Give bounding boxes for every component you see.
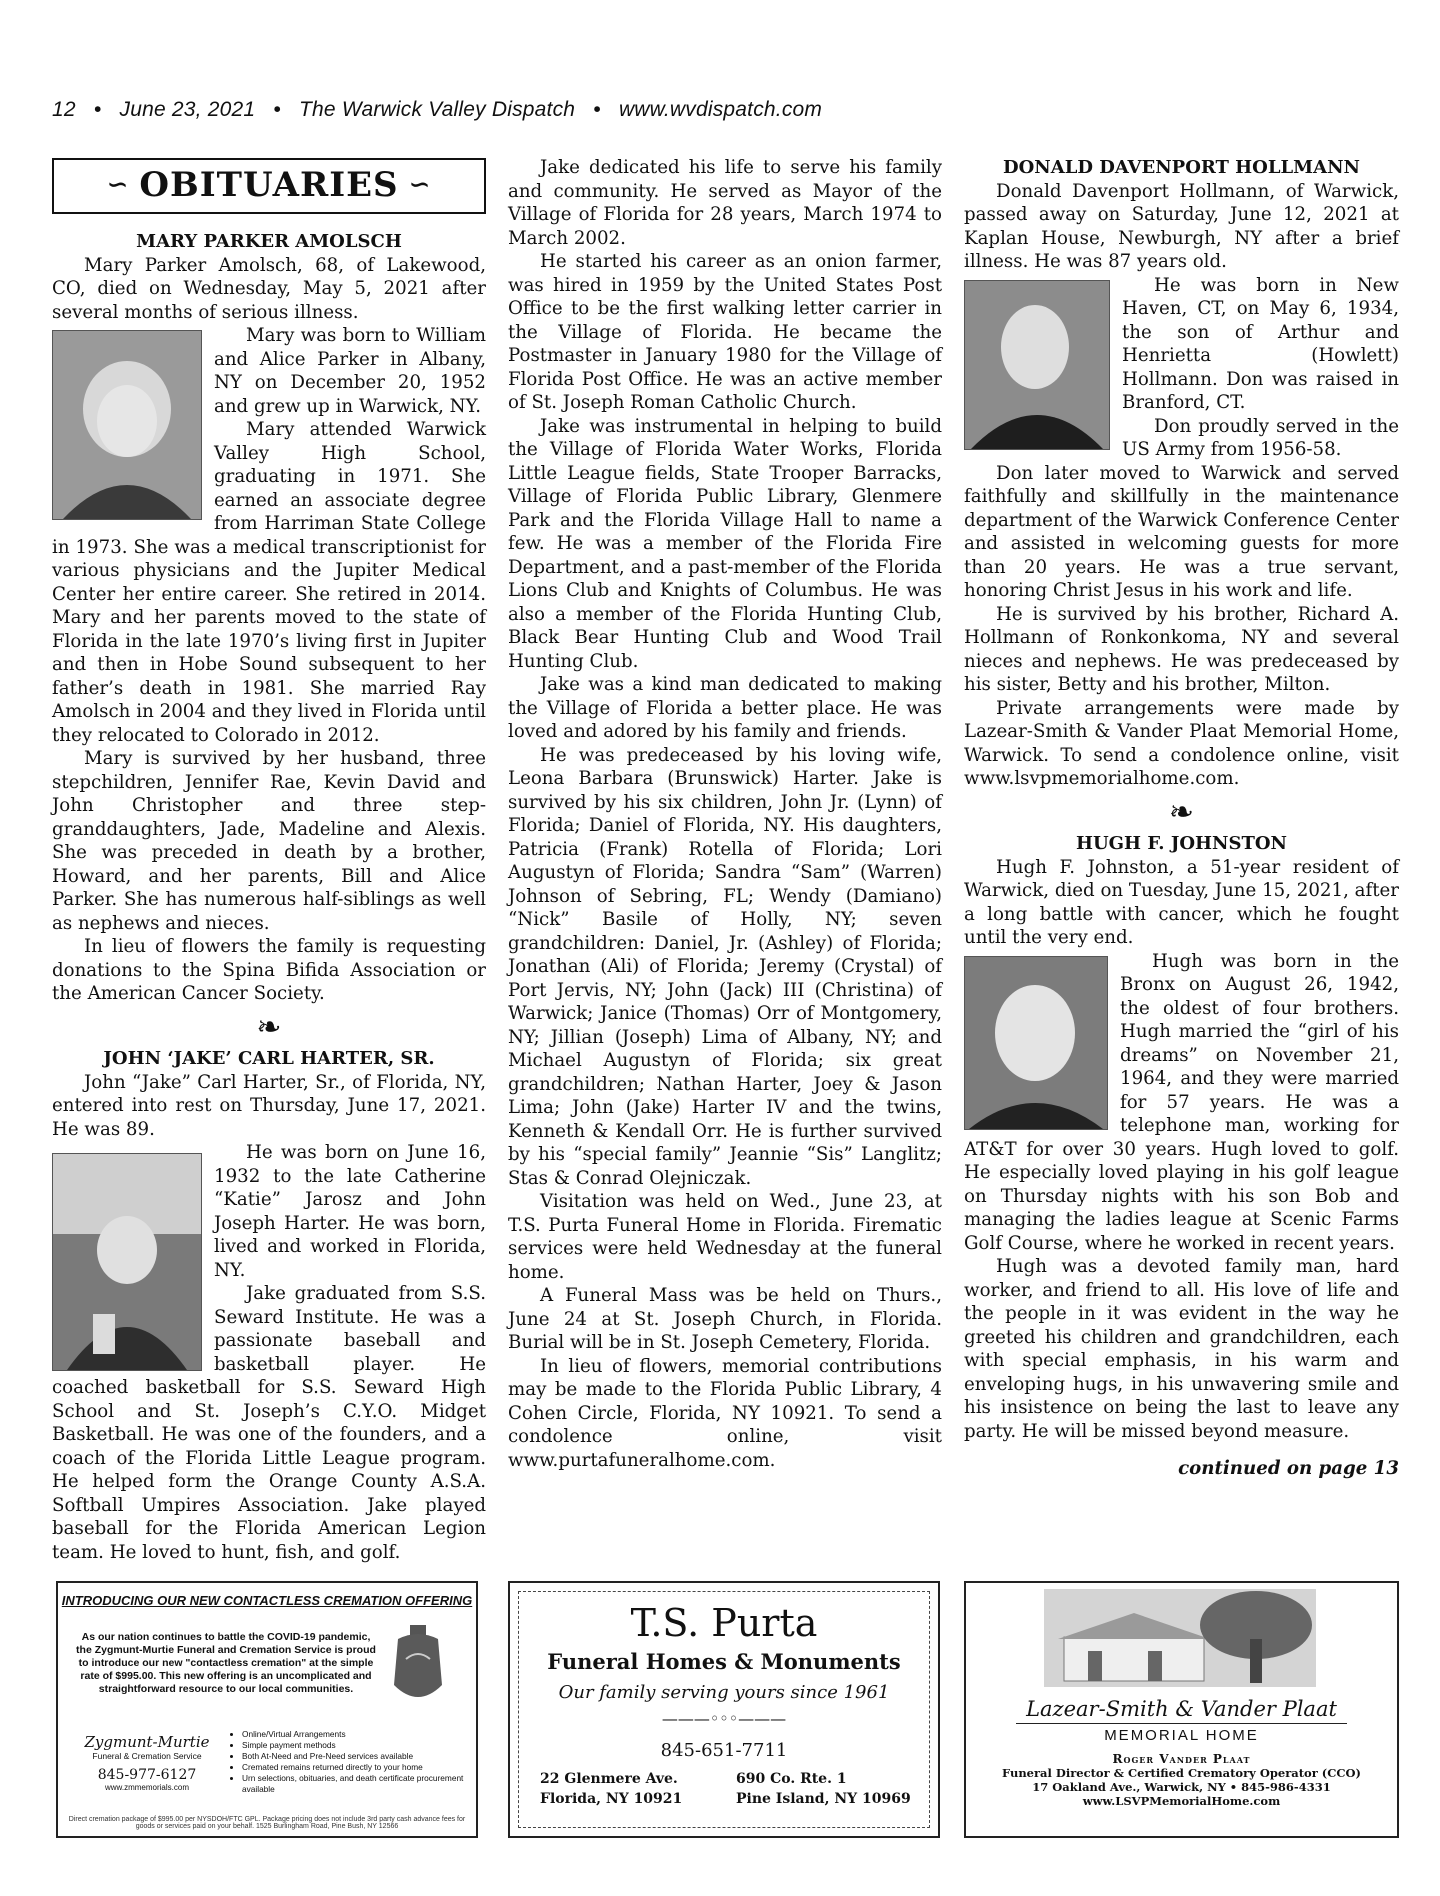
obituary-paragraph: Private arrangements were made by Lazear-Smith & Vander Plaat Memorial Home, Warwick. To send a condolence online, visit www.lsvpmemorialhome.com. <box>964 697 1399 789</box>
portrait-photo <box>52 330 202 520</box>
obituary-name: DONALD DAVENPORT HOLLMANN <box>1003 157 1360 178</box>
memorial-home-photo <box>1044 1589 1316 1687</box>
ornament-divider-icon: ❧ <box>1168 794 1195 830</box>
continued-note: continued on page 13 <box>1178 1458 1399 1479</box>
obituary-paragraph: Don proudly served in the US Army from 1956-58. <box>1122 415 1399 460</box>
obituary-paragraph: Donald Davenport Hollmann, of Warwick, passed away on Saturday, June 12, 2021 at Kaplan House, Newburgh, NY after a brief illness. He was 87 years old. <box>964 180 1399 272</box>
portrait-photo <box>52 1153 202 1371</box>
obituary-paragraph: Hugh was a devoted family man, hard worker, and friend to all. His love of life and the people in it was evident in the way he greeted his children and grandchildren, each with special emphasis, in his warm and enveloping hugs, in his unwavering smile and his insistence on being the last to leave any party. He will be missed beyond measure. <box>964 1256 1399 1442</box>
ornament-icon: ———◦◦◦——— <box>661 1709 787 1728</box>
obituary-paragraph: In lieu of flowers, memorial contributions may be made to the Florida Public Library, 4 Cohen Circle, Florida, NY 10921. To send a condolence online, visit www.purtafuneralhome.com. <box>508 1355 942 1471</box>
obituary-paragraph: Jake graduated from S.S. Seward Institute. He was a passionate baseball and basketball player. He coached basketball for S.S. Seward High School and St. Joseph’s C.Y.O. Midget Basketball. He was one of the founders, and a coach of the Florida Little League program. He helped form the Orange County A.S.A. Softball Umpires Association. Jake played baseball for the Florida American Legion team. He loved to hunt, fish, and golf. <box>52 1283 486 1563</box>
ad-tagline: Our family serving yours since 1961 <box>558 1682 890 1703</box>
urn-icon <box>390 1625 446 1709</box>
brand-subtitle: Funeral & Cremation Service <box>92 1751 202 1761</box>
service-item: • Online/Virtual Arrangements <box>242 1729 472 1740</box>
ad-website[interactable]: www.zmmemorials.com <box>104 1783 189 1792</box>
ad-subtitle: Funeral Homes & Monuments <box>547 1649 901 1674</box>
obituary-paragraph: Mary attended Warwick Valley High School, graduating in 1971. She earned an associate degree from Harriman State College in 1973. She was a medical transcriptionist for various physicians and the Jupiter Medical Center her entire career. She retired in 2014. Mary and her parents moved to the state of Florida in the late 1970’s living first in Jupiter and then in Hobe Sound subsequent to her father’s death in 1981. She married Ray Amolsch in 2004 and they lived in Florida until they relocated to Colorado in 2012. <box>52 419 486 746</box>
zygmunt-murtie-ad[interactable] <box>56 1581 478 1838</box>
service-item: • Urn selections, obituaries, and death certificate procurement available <box>242 1773 472 1795</box>
ad-line: Funeral Director & Certified Crematory Operator (CCO) <box>1002 1766 1361 1780</box>
obituary-paragraph: Mary is survived by her husband, three stepchildren, Jennifer Rae, Kevin David and John Christopher and three step-granddaughters, Jade, Madeline and Alexis. She was preceded in death by a brother, Howard, and her parents, Bill and Alice Parker. She has numerous half-siblings as well as nephews and nieces. <box>52 748 486 934</box>
obituary-name: MARY PARKER AMOLSCH <box>136 231 402 252</box>
address-line: 22 Glenmere Ave. <box>540 1771 678 1787</box>
obituary-paragraph: He was predeceased by his loving wife, Leona Barbara (Brunswick) Harter. Jake is survived by his six children, John Jr. (Lynn) of Florida; Daniel of Florida, NY. His daughters, Patricia (Frank) Rotella of Florida; Lori Augustyn of Florida; Sandra “Sam” (Warren) Johnson of Sebring, FL; Wendy (Damiano) “Nick” Basile of Holly, NY; seven grandchildren: Daniel, Jr. (Ashley) of Florida; Jonathan (Ali) of Florida; Jeremy (Crystal) of Port Jervis, NY; John (Jack) III (Christina) of Warwick; Janice (Thomas) Orr of Montgomery, NY; Jillian (Joseph) Lima of Albany, NY; and Michael Augustyn of Florida; six great grandchildren; Nathan Harter, Joey & Jason Lima; John (Jake) Harter IV and the twins, Kenneth & Kendall Orr. He is further survived by his “special family” Jeannie “Sis” Langlitz; Stas & Conrad Olejniczak. <box>508 744 942 1189</box>
lsvp-ad[interactable] <box>964 1581 1399 1838</box>
obituary-paragraph: Hugh F. Johnston, a 51-year resident of Warwick, died on Tuesday, June 15, 2021, after a long battle with cancer, which he fought until the very end. <box>964 856 1399 948</box>
ornament-icon: ∽ <box>398 170 432 201</box>
obituary-paragraph: John “Jake” Carl Harter, Sr., of Florida, NY, entered into rest on Thursday, June 17, 2021. He was 89. <box>52 1071 486 1140</box>
ad-title: INTRODUCING OUR NEW CONTACTLESS CREMATION OFFERING <box>61 1593 473 1608</box>
obituary-paragraph: Don later moved to Warwick and served faithfully and skillfully in the maintenance department of the Warwick Conference Center and assisted in welcoming guests for more than 20 years. He was a true servant, honoring Christ Jesus in his work and life. <box>964 462 1399 601</box>
obituary-paragraph: Jake was a kind man dedicated to making the Village of Florida a better place. He was loved and adored by his family and friends. <box>508 674 942 742</box>
issue-date: June 23, 2021 <box>119 98 256 121</box>
address-2 <box>736 1769 911 1809</box>
ad-script-brand: Lazear-Smith & Vander Plaat <box>1016 1697 1347 1724</box>
column-1 <box>52 158 486 1564</box>
paper-url[interactable]: www.wvdispatch.com <box>618 98 823 121</box>
address-line: Florida, NY 10921 <box>540 1791 683 1807</box>
obituary-paragraph: He is survived by his brother, Richard A. Hollmann of Ronkonkoma, NY and several nieces and nephews. He was predeceased by his sister, Betty and his brother, Milton. <box>964 603 1399 695</box>
service-list <box>228 1729 472 1795</box>
obituary-paragraph: He started his career as an onion farmer, was hired in 1959 by the United States Post Office to be the first walking letter carrier in the Village of Florida. He became the Postmaster in January 1980 for the Village of Florida Post Office. He was an active member of St. Joseph Roman Catholic Church. <box>508 251 942 413</box>
obituary-name: JOHN ‘JAKE’ CARL HARTER, SR. <box>103 1048 435 1069</box>
ad-fine-print: Direct cremation package of $995.00 per NYSDOH/FTC GPL. Package pricing does not include 3rd party cash advance fees for goods or services paid on your behalf. 1525 Burlingham Road, Pine Bush, NY 12566 <box>68 1816 466 1830</box>
obituary-paragraph: Jake was instrumental in helping to build the Village of Florida Water Works, Florida Little League fields, State Trooper Barracks, Village of Florida Public Library, Glenmere Park and the Florida Village Hall to name a few. He was a member of the Florida Fire Department, and a past-member of the Florida Lions Club and Knights of Columbus. He was also a member of the Florida Hunting Club, Black Bear Hunting Club and Wood Trail Hunting Club. <box>508 415 942 672</box>
obituary-paragraph: Mary Parker Amolsch, 68, of Lakewood, CO, died on Wednesday, May 5, 2021 after several months of serious illness. <box>52 254 486 323</box>
ad-body: As our nation continues to battle the COVID-19 pandemic, the Zygmunt-Murtie Funeral and Cremation Service is proud to introduce our new "contactless cremation" at the simple rate of $995.00. This new offering is an uncomplicated and straightforward resource to our local communities. <box>76 1631 376 1695</box>
brand-name: Zygmunt-Murtie <box>84 1733 210 1751</box>
address-line: 690 Co. Rte. 1 <box>736 1771 847 1787</box>
column-3 <box>964 156 1399 1481</box>
portrait-photo <box>964 956 1108 1130</box>
obituary-paragraph: Jake dedicated his life to serve his family and community. He served as Mayor of the Village of Florida for 28 years, March 1974 to March 2002. <box>508 157 942 249</box>
ad-subtitle: MEMORIAL HOME <box>1104 1727 1259 1744</box>
obituary-name: HUGH F. JOHNSTON <box>1075 833 1288 854</box>
ts-purta-ad[interactable] <box>508 1581 940 1838</box>
ornament-icon: ∽ <box>106 170 140 201</box>
obituary-paragraph: Visitation was held on Wed., June 23, at T.S. Purta Funeral Home in Florida. Firematic services were held Wednesday at the funeral home. <box>508 1191 942 1283</box>
page-number: 12 <box>52 98 76 121</box>
ad-phone[interactable]: 845-651-7711 <box>660 1740 788 1761</box>
service-item: • Both At-Need and Pre-Need services available <box>242 1751 472 1762</box>
paper-name: The Warwick Valley Dispatch <box>299 98 576 121</box>
service-item: • Simple payment methods <box>242 1740 472 1751</box>
column-2 <box>508 156 942 1472</box>
obituary-paragraph: He was born in New Haven, CT, on May 6, 1934, the son of Arthur and Henrietta (Howlett) Hollmann. Don was raised in Branford, CT. <box>1122 274 1399 413</box>
service-item: • Cremated remains returned directly to your home <box>242 1762 472 1773</box>
obituary-paragraph: Hugh was born in the Bronx on August 26, 1942, the oldest of four brothers. Hugh married the “girl of his dreams” on November 21, 1964, and they were married for 57 years. He was a telephone man, working for AT&T for over 30 years. Hugh loved to golf. He especially loved playing in his golf league on Thursday nights with his son Bob and managing the ladies league at Scenic Farms Golf Course, where he worked in recent years. <box>964 950 1399 1254</box>
ad-website[interactable]: www.LSVPMemorialHome.com <box>1082 1794 1281 1808</box>
portrait-photo <box>964 280 1110 450</box>
ornament-divider-icon: ❧ <box>256 1009 282 1045</box>
obituary-paragraph: A Funeral Mass was be held on Thurs., June 24 at St. Joseph Church, in Florida. Burial will be in St. Joseph Cemetery, Florida. <box>508 1285 942 1353</box>
obituary-paragraph: He was born on June 16, 1932 to the late Catherine “Katie” Jarosz and John Joseph Harter. He was born, lived and worked in Florida, NY. <box>214 1142 486 1281</box>
address-1 <box>540 1769 682 1809</box>
ad-phone[interactable]: 845-977-6127 <box>97 1767 197 1783</box>
obituary-paragraph: Mary was born to William and Alice Parker in Albany, NY on December 20, 1952 and grew up in Warwick, NY. <box>214 325 486 417</box>
masthead-title: OBITUARIES <box>139 165 399 206</box>
ad-brand: T.S. Purta <box>630 1601 818 1645</box>
obituaries-masthead <box>52 158 486 214</box>
page-header: 12 • June 23, 2021 • The Warwick Valley Dispatch • www.wvdispatch.com <box>52 98 823 121</box>
address-line: Pine Island, NY 10969 <box>736 1791 911 1807</box>
obituary-paragraph: In lieu of flowers the family is requesting donations to the Spina Bifida Association or the American Cancer Society. <box>52 936 486 1004</box>
ad-line: 17 Oakland Ave., Warwick, NY • 845-986-4331 <box>1032 1780 1331 1794</box>
ad-owner: Roger Vander Plaat <box>1112 1752 1251 1766</box>
